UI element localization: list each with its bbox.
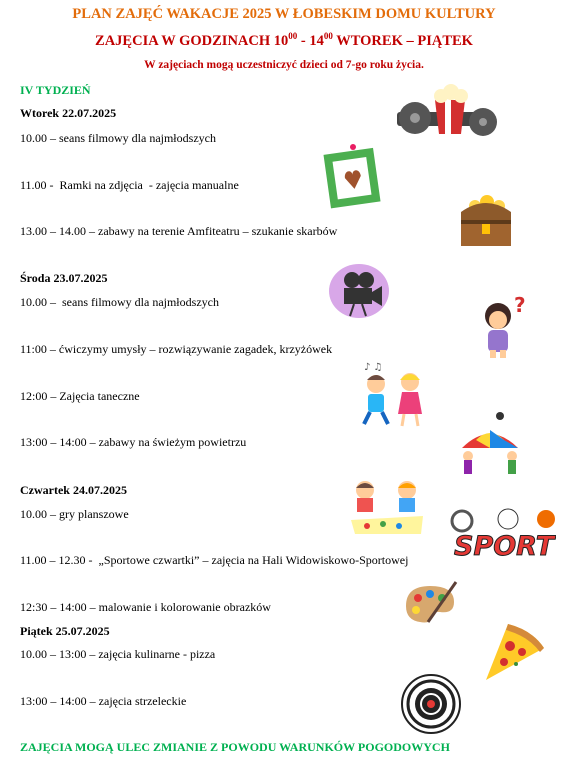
pizza-slice-icon (480, 618, 548, 686)
schedule-item: 13:00 – 14:00 – zabawy na świeżym powietrzu (20, 435, 247, 449)
schedule-item: 13.00 – 14.00 – zabawy na terenie Amfiteatru – szukanie skarbów (20, 224, 338, 238)
schedule-item: 12:30 – 14:00 – malowanie i kolorowanie obrazków (20, 600, 271, 614)
svg-text:?: ? (514, 293, 526, 317)
treasure-chest-icon (455, 190, 517, 250)
dancing-kids-icon (358, 358, 432, 430)
schedule-item: 13:00 – 14:00 – zajęcia strzeleckie (20, 694, 187, 708)
day-heading-wednesday: Środa 23.07.2025 (20, 271, 108, 285)
schedule-item: 10.00 – seans filmowy dla najmłodszych (20, 131, 216, 145)
thinking-girl-icon (476, 292, 536, 360)
schedule-item: 11:00 – ćwiczymy umysły – rozwiązywanie zagadek, krzyżówek (20, 342, 333, 356)
age-note: W zajęciach mogą uczestniczyć dzieci od 7-go roku życia. (144, 59, 424, 71)
sport-logo-icon (448, 505, 556, 565)
film-popcorn-icon (395, 82, 505, 142)
board-game-kids-icon (347, 476, 427, 536)
svg-text:♪ ♫: ♪ ♫ (364, 362, 383, 373)
page-title: PLAN ZAJĘĆ WAKACJE 2025 W ŁOBESKIM DOMU KULTURY (72, 6, 496, 22)
schedule-item: 11.00 – 12.30 - „Sportowe czwartki” – zajęcia na Hali Widowiskowo-Sportowej (20, 553, 409, 567)
day-heading-friday: Piątek 25.07.2025 (20, 624, 110, 638)
schedule-item: 10.00 – seans filmowy dla najmłodszych (20, 295, 219, 309)
footer-note: ZAJĘCIA MOGĄ ULEC ZMIANIE Z POWODU WARUNKÓW POGODOWYCH (20, 740, 450, 754)
schedule-item: 10.00 – 13:00 – zajęcia kulinarne - pizza (20, 647, 216, 661)
shooting-target-icon (400, 673, 462, 735)
parachute-game-icon (460, 408, 520, 482)
schedule-item: 10.00 – gry planszowe (20, 507, 129, 521)
schedule-item: 12:00 – Zajęcia taneczne (20, 389, 140, 403)
sport-label: SPORT (454, 531, 555, 562)
week-label: IV TYDZIEŃ (20, 83, 91, 97)
paint-palette-icon (400, 578, 458, 626)
hours-line: ZAJĘCIA W GODZINACH $10^{00} - 14^{00}$ WTOREK – PIĄTEK (95, 31, 473, 49)
picture-frame-icon (323, 141, 383, 209)
schedule-item: 11.00 - Ramki na zdjęcia - zajęcia manualne (20, 178, 239, 192)
day-heading-tuesday: Wtorek 22.07.2025 (20, 106, 117, 120)
movie-camera-icon (328, 262, 390, 320)
day-heading-thursday: Czwartek 24.07.2025 (20, 483, 127, 497)
